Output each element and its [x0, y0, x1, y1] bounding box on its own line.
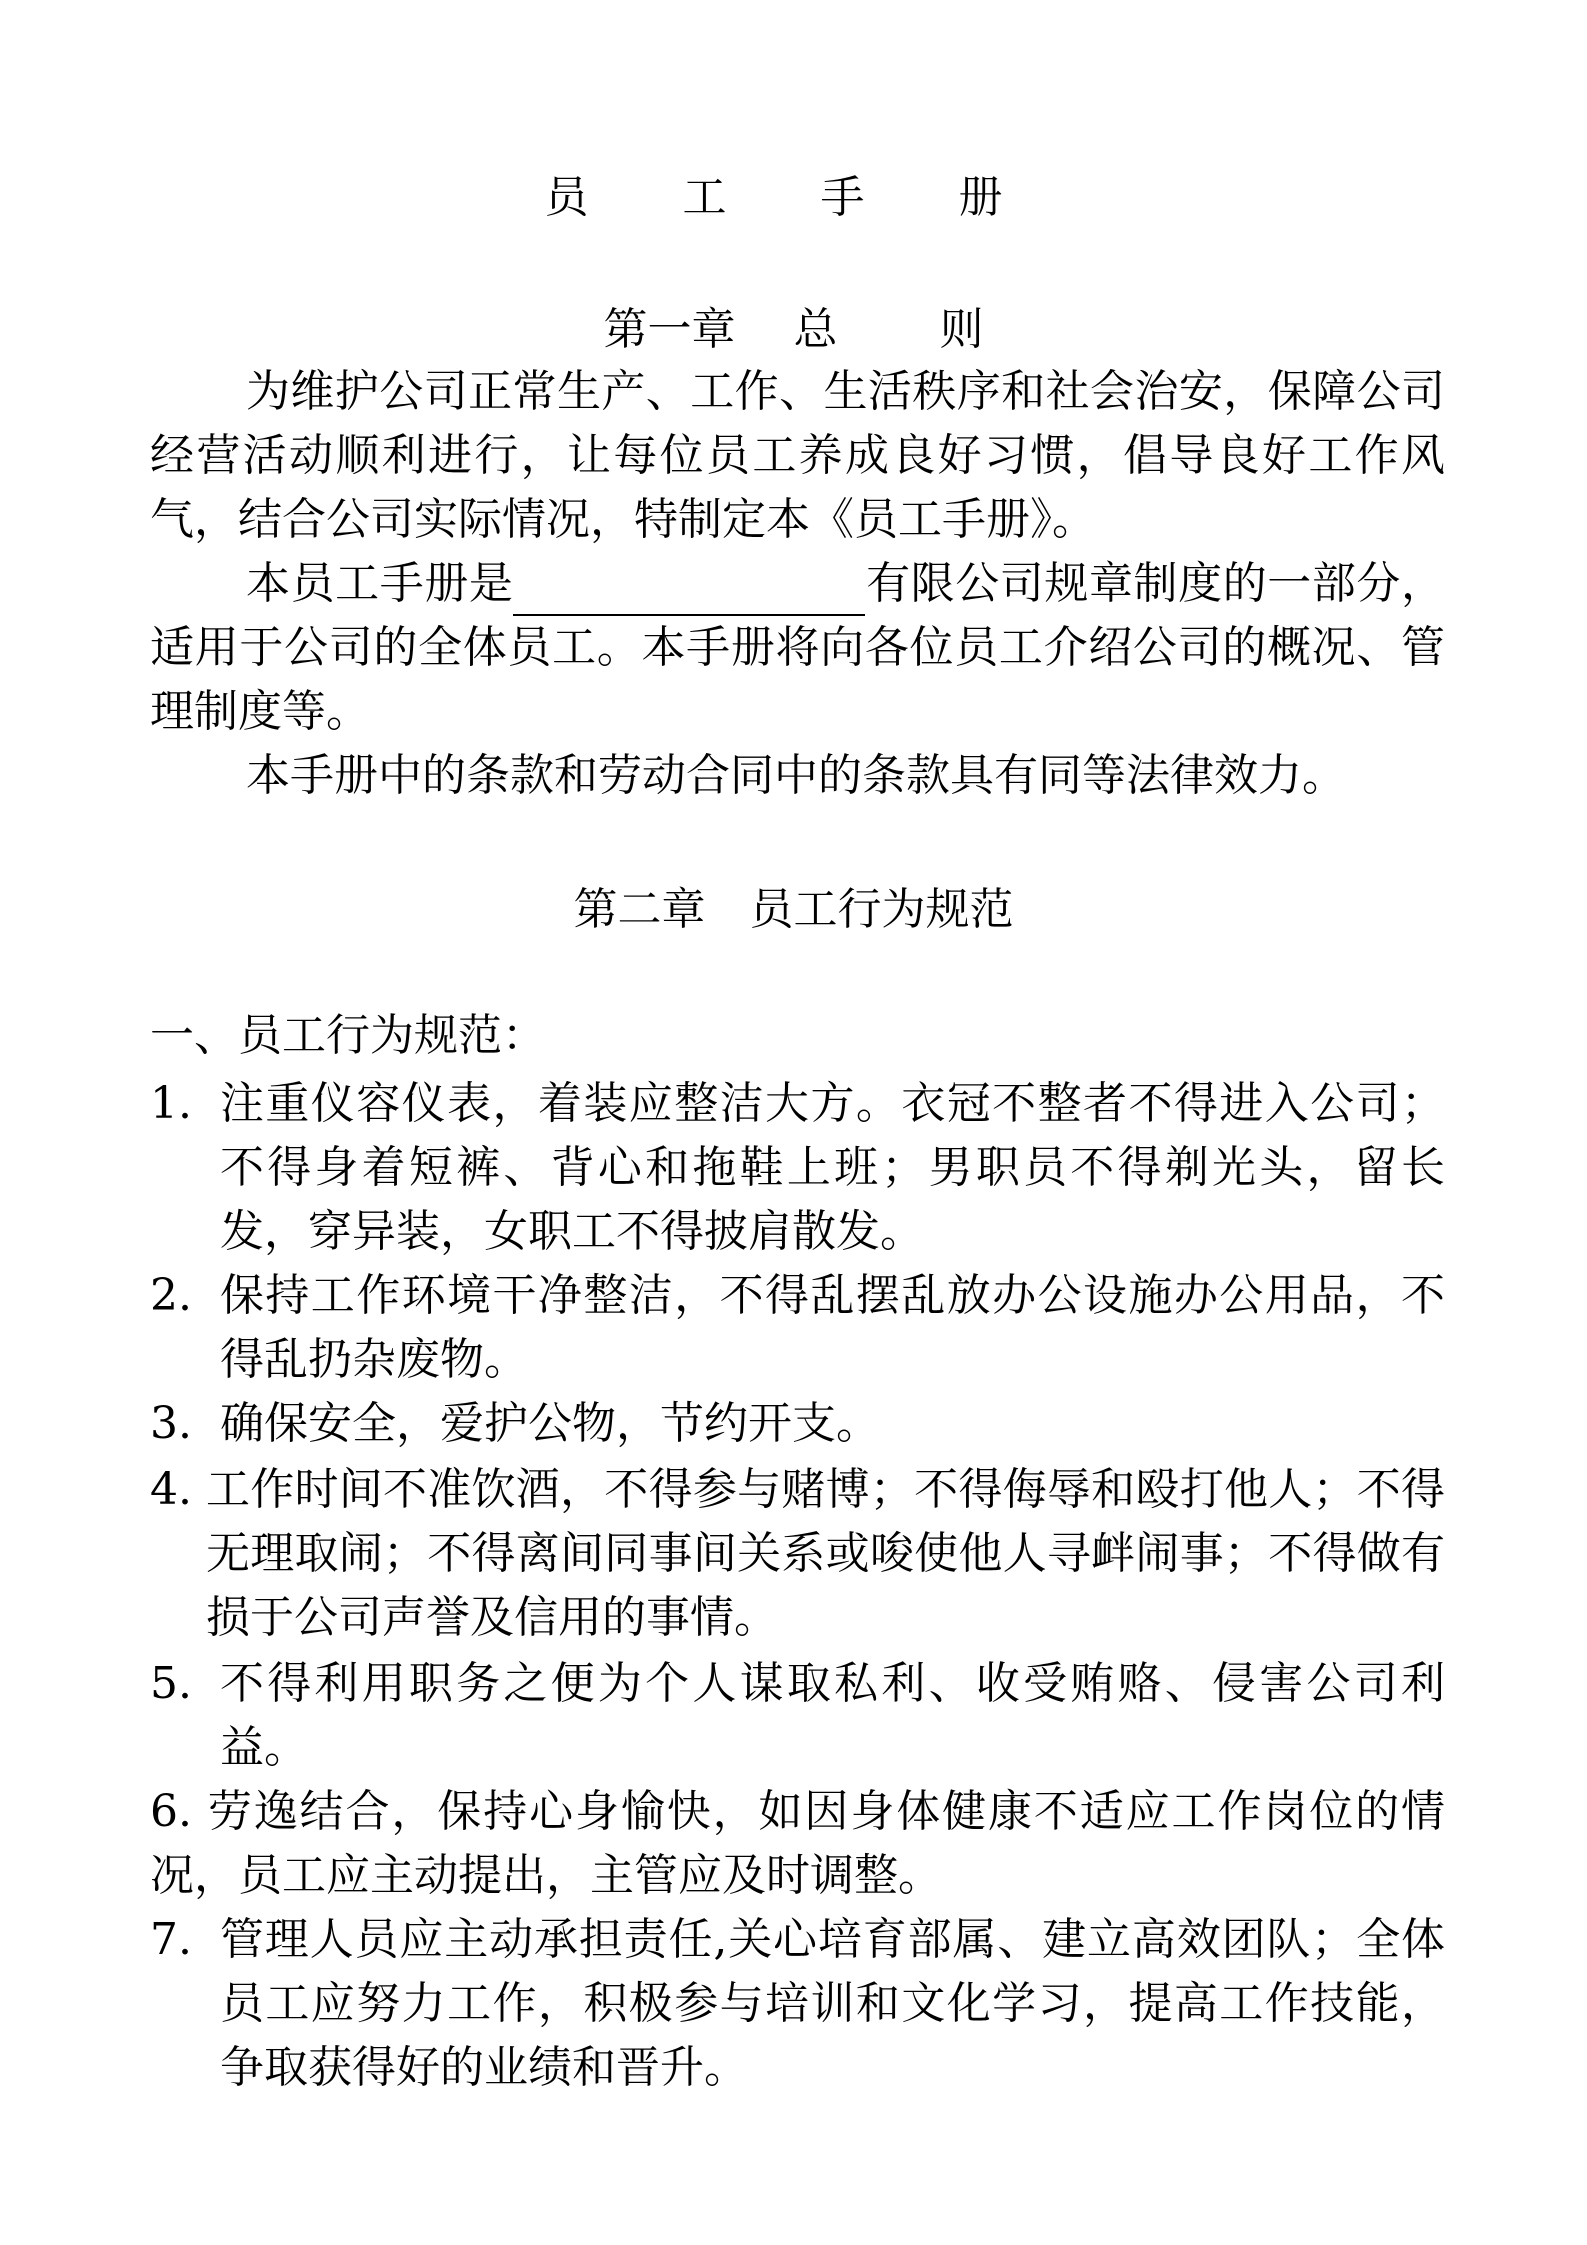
- document-title: 员 工 手 册: [544, 172, 1043, 223]
- rule-item-text: 工作时间不准饮酒，不得参与赌博；不得侮辱和殴打他人；不得无理取闹；不得离间同事间关系或唆使他人寻衅闹事；不得做有损于公司声誉及信用的事情。: [205, 1464, 1445, 1643]
- rule-item-number: 6.: [150, 1786, 208, 1837]
- rule-item-text: 确保安全，爱护公物，节约开支。: [219, 1398, 880, 1449]
- rule-item-5: [150, 1652, 1445, 1780]
- chapter-2-heading: 第二章 员工行为规范: [573, 884, 1014, 935]
- paragraph-2-rest-text: 有限公司规章制度的一部分，适用于公司的全体员工。本手册将向各位员工介绍公司的概况、管理制度等。: [150, 558, 1446, 737]
- rule-item-7: [150, 1908, 1445, 2100]
- rule-item-text: 不得利用职务之便为个人谋取私利、收受贿赂、侵害公司利益。: [219, 1658, 1445, 1773]
- rule-item-number: 5.: [150, 1658, 220, 1709]
- rule-item-2: [150, 1264, 1445, 1392]
- rule-item-number: 4.: [150, 1464, 206, 1515]
- company-name-blank: [513, 568, 865, 616]
- chapter-1-paragraph-1: 为维护公司正常生产、工作、生活秩序和社会治安，保障公司经营活动顺利进行，让每位员工养成良好习惯，倡导良好工作风气，结合公司实际情况，特制定本《员工手册》。: [150, 366, 1445, 545]
- rule-item-text: 管理人员应主动承担责任,关心培育部属、建立高效团队；全体员工应努力工作，积极参与培训和文化学习，提高工作技能，争取获得好的业绩和晋升。: [219, 1914, 1445, 2093]
- rule-item-number: 2.: [150, 1270, 220, 1321]
- section-1-title: 一、员工行为规范：: [150, 1010, 546, 1061]
- rule-item-text: 注重仪容仪表，着装应整洁大方。衣冠不整者不得进入公司；不得身着短裤、背心和拖鞋上班；男职员不得剃光头，留长发，穿异装，女职工不得披肩散发。: [219, 1078, 1445, 1257]
- rule-item-4: [150, 1458, 1445, 1650]
- rule-item-number: 7.: [150, 1914, 220, 1965]
- rule-item-6: [150, 1780, 1445, 1908]
- rule-item-text: 劳逸结合，保持心身愉快，如因身体健康不适应工作岗位的情况，员工应主动提出，主管应及时调整。: [150, 1786, 1445, 1901]
- rule-item-number: 3.: [150, 1398, 220, 1449]
- rule-item-number: 1.: [150, 1078, 220, 1129]
- chapter-1-heading: 第一章 总 则: [603, 304, 984, 355]
- rule-item-text: 保持工作环境干净整洁，不得乱摆乱放办公设施办公用品，不得乱扔杂废物。: [219, 1270, 1445, 1385]
- rule-item-1: [150, 1072, 1445, 1264]
- rule-item-3: [150, 1392, 1445, 1456]
- paragraph-2-lead-text: 本员工手册是: [246, 558, 514, 609]
- chapter-1-paragraph-3: 本手册中的条款和劳动合同中的条款具有同等法律效力。: [246, 750, 1346, 801]
- chapter-1-paragraph-2: [150, 552, 1445, 744]
